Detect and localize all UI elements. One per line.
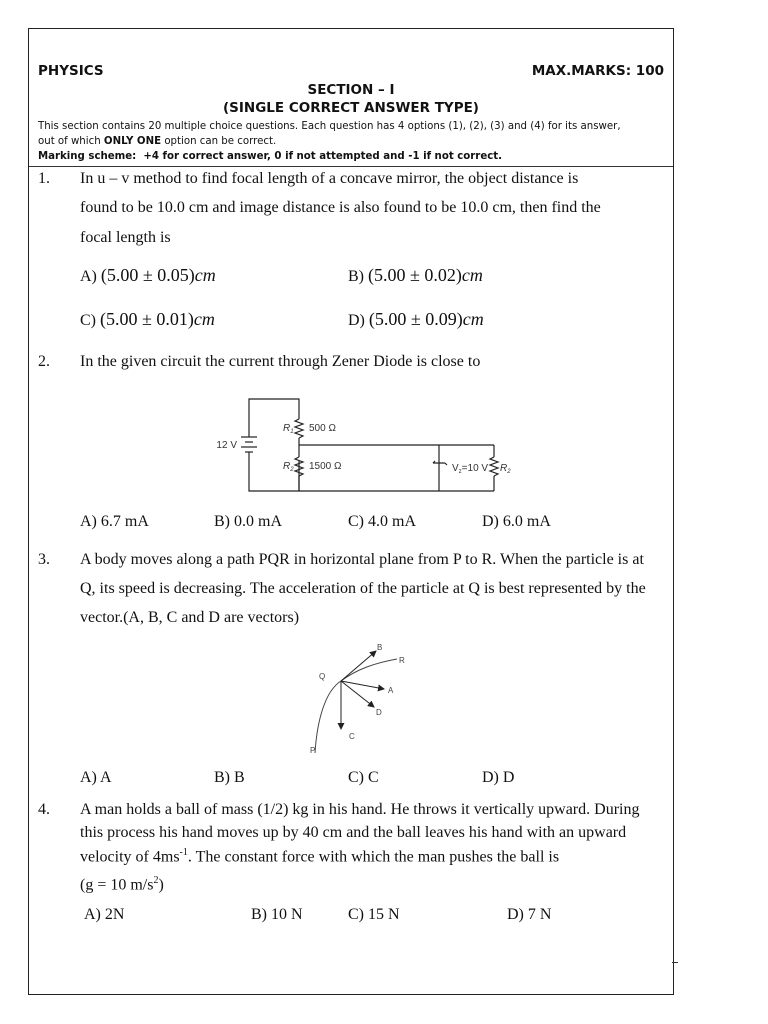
question-2-option-a: A) 6.7 mA	[80, 513, 149, 530]
r1-label: $R_1$	[283, 423, 294, 435]
question-4-line-3: velocity of $4ms^{-1}$. The constant force with which the man pushes the ball is	[80, 847, 560, 866]
question-1-option-a: A) (5.00 ± 0.05)cm	[80, 265, 216, 285]
question-1-option-c: C) (5.00 ± 0.01)cm	[80, 309, 215, 329]
load-resistor	[490, 457, 498, 476]
question-1-option-b: B) (5.00 ± 0.02)cm	[348, 265, 483, 285]
question-3-line-1: A body moves along a path PQR in horizontal plane from P to R. When the particle is at	[80, 551, 644, 568]
battery-label: 12 V	[216, 440, 237, 451]
r2-value: 1500 Ω	[309, 461, 342, 472]
question-2-option-d: D) 6.0 mA	[482, 513, 551, 530]
question-4-line-2: this process his hand moves up by 40 cm and the ball leaves his hand with an upward	[80, 824, 627, 841]
question-3-option-b: B) B	[214, 769, 245, 786]
label-q: Q	[319, 672, 326, 681]
question-3-option-c: C) C	[348, 769, 379, 786]
vector-d-arrow	[341, 681, 374, 707]
question-1-option-d: D) (5.00 ± 0.09)cm	[348, 309, 484, 329]
instructions-line-1: This section contains 20 multiple choice questions. Each question has 4 options (1), (2), (3) and (4) for its answer,	[38, 121, 621, 132]
r2-label: $R_2$	[283, 461, 294, 473]
question-4-given: (g = 10 $m/s^2$)	[80, 875, 164, 894]
question-4-option-c: C) 15 N	[348, 906, 400, 923]
question-3-number: 3.	[38, 551, 50, 568]
question-4-option-d: D) 7 N	[507, 906, 552, 923]
circuit-wire-bottom	[249, 459, 299, 491]
question-3-option-a: A) A	[80, 769, 112, 786]
page-edge-mark	[672, 962, 678, 963]
label-c: C	[349, 732, 355, 741]
zener-voltage-label: $V_z=10$ V	[452, 463, 489, 475]
zener-diode-symbol	[433, 461, 447, 465]
question-3-line-2: Q, its speed is decreasing. The acceleration of the particle at Q is best represented by the	[80, 580, 646, 597]
question-paper-page	[28, 28, 674, 995]
question-2-line-1: In the given circuit the current through Zener Diode is close to	[80, 353, 481, 370]
question-4-option-b: B) 10 N	[251, 906, 303, 923]
circuit-wire-top	[249, 399, 299, 429]
question-4-option-a: A) 2N	[84, 906, 125, 923]
r1-value: 500 Ω	[309, 423, 336, 434]
subject-title: PHYSICS	[38, 63, 104, 79]
question-4-line-1: A man holds a ball of mass (1/2) kg in his hand. He throws it vertically upward. During	[80, 801, 640, 818]
label-r: R	[399, 656, 405, 665]
max-marks: MAX.MARKS: 100	[531, 63, 664, 79]
section-type: (SINGLE CORRECT ANSWER TYPE)	[223, 100, 479, 116]
question-2-option-b: B) 0.0 mA	[214, 513, 282, 530]
question-3-line-3: vector.(A, B, C and D are vectors)	[80, 609, 300, 626]
r1-resistor	[295, 419, 303, 438]
label-d: D	[376, 708, 382, 717]
label-a: A	[388, 686, 394, 695]
pqr-path-vector-figure	[299, 641, 409, 756]
zener-circuit-diagram	[199, 389, 509, 499]
section-title: SECTION – I	[307, 82, 395, 98]
path-pqr-curve	[315, 659, 397, 753]
header-divider	[29, 166, 673, 167]
label-p: P	[310, 746, 316, 755]
question-2-option-c: C) 4.0 mA	[348, 513, 416, 530]
question-4-number: 4.	[38, 801, 50, 818]
question-1-line-3: focal length is	[80, 229, 171, 246]
question-3-option-d: D) D	[482, 769, 515, 786]
instructions-line-2: out of which ONLY ONE option can be correct.	[38, 136, 277, 147]
question-1-number: 1.	[38, 170, 50, 187]
question-2-number: 2.	[38, 353, 50, 370]
question-1-line-2: found to be 10.0 cm and image distance is also found to be 10.0 cm, then find the	[80, 199, 601, 216]
vector-a-arrow	[341, 681, 384, 689]
marking-scheme: Marking scheme: +4 for correct answer, 0 if not attempted and -1 if not correct.	[38, 151, 503, 162]
question-1-line-1: In u – v method to find focal length of a concave mirror, the object distance is	[80, 170, 579, 187]
label-b: B	[377, 643, 383, 652]
load-resistor-label: $R_2$	[500, 463, 511, 475]
